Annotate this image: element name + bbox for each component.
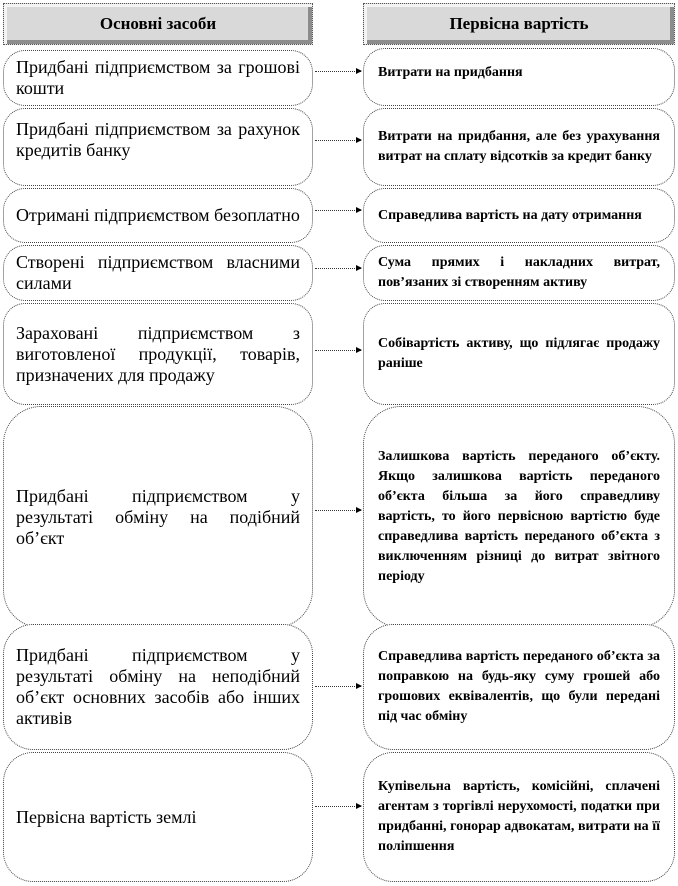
cost-text: Сума прямих і накладних витрат, пов’язаних зі створенням активу xyxy=(378,255,660,290)
header-label: Первісна вартість xyxy=(449,14,589,33)
cost-box xyxy=(363,48,675,106)
cost-box xyxy=(363,752,675,882)
asset-text: Первісна вартість землі xyxy=(16,806,197,827)
arrow-icon xyxy=(315,806,361,807)
arrow-icon xyxy=(315,510,361,511)
cost-text: Витрати на придбання xyxy=(378,65,523,80)
cost-box xyxy=(363,245,675,301)
asset-text: Зараховані підприємством з виготовленої продукції, товарів, призначених для продажу xyxy=(16,322,300,385)
header-label: Основні засоби xyxy=(99,14,217,33)
asset-box xyxy=(3,245,313,301)
asset-text: Придбані підприємством за грошові кошти xyxy=(16,57,300,98)
asset-text: Придбані підприємством у результаті обміну на подібний об’єкт xyxy=(16,485,300,548)
cost-text: Витрати на придбання, але без урахування витрат на сплату відсотків за кредит банку xyxy=(378,129,660,164)
header-fixed-assets xyxy=(3,3,313,45)
arrow-icon xyxy=(315,686,361,687)
asset-box xyxy=(3,303,313,405)
asset-box xyxy=(3,50,313,106)
cost-text: Собівартість активу, що підлягає продажу раніше xyxy=(378,336,660,371)
header-initial-cost xyxy=(363,3,675,45)
arrow-icon xyxy=(315,268,361,269)
asset-box xyxy=(3,752,313,882)
cost-text: Справедлива вартість переданого об’єкта за поправкою на будь-яку суму грошей або грошових еквівалентів, що були передані під час обміну xyxy=(378,649,660,724)
asset-text: Отримані підприємством безоплатно xyxy=(16,205,300,225)
asset-text: Придбані підприємством за рахунок кредитів банку xyxy=(16,119,300,160)
arrow-icon xyxy=(315,350,361,351)
arrow-icon xyxy=(315,210,361,211)
cost-text: Залишкова вартість переданого об’єкту. Якщо залишкова вартість переданого об’єкта більша за його справедливу вартість, то його первісною вартістю буде справедлива вартість переданого об’єкта з виключенням різниці до витрат звітного періоду xyxy=(378,449,660,584)
asset-text: Придбані підприємством у результаті обміну на неподібний об’єкт основних засобів або інших активів xyxy=(16,645,300,728)
cost-text: Купівельна вартість, комісійні, сплачені агентам з торгівлі нерухомості, податки при придбанні, гонорар адвокатам, витрати на її поліпшення xyxy=(378,779,660,854)
asset-box xyxy=(3,188,313,243)
asset-box xyxy=(3,108,313,186)
cost-box xyxy=(363,303,675,405)
asset-box xyxy=(3,406,313,628)
asset-box xyxy=(3,624,313,750)
asset-text: Створені підприємством власними силами xyxy=(16,252,300,293)
cost-text: Справедлива вартість на дату отримання xyxy=(378,207,642,223)
cost-box xyxy=(363,188,675,243)
cost-box xyxy=(363,108,675,186)
cost-box xyxy=(363,624,675,750)
arrow-icon xyxy=(315,140,361,141)
arrow-icon xyxy=(315,71,361,72)
cost-box xyxy=(363,406,675,628)
